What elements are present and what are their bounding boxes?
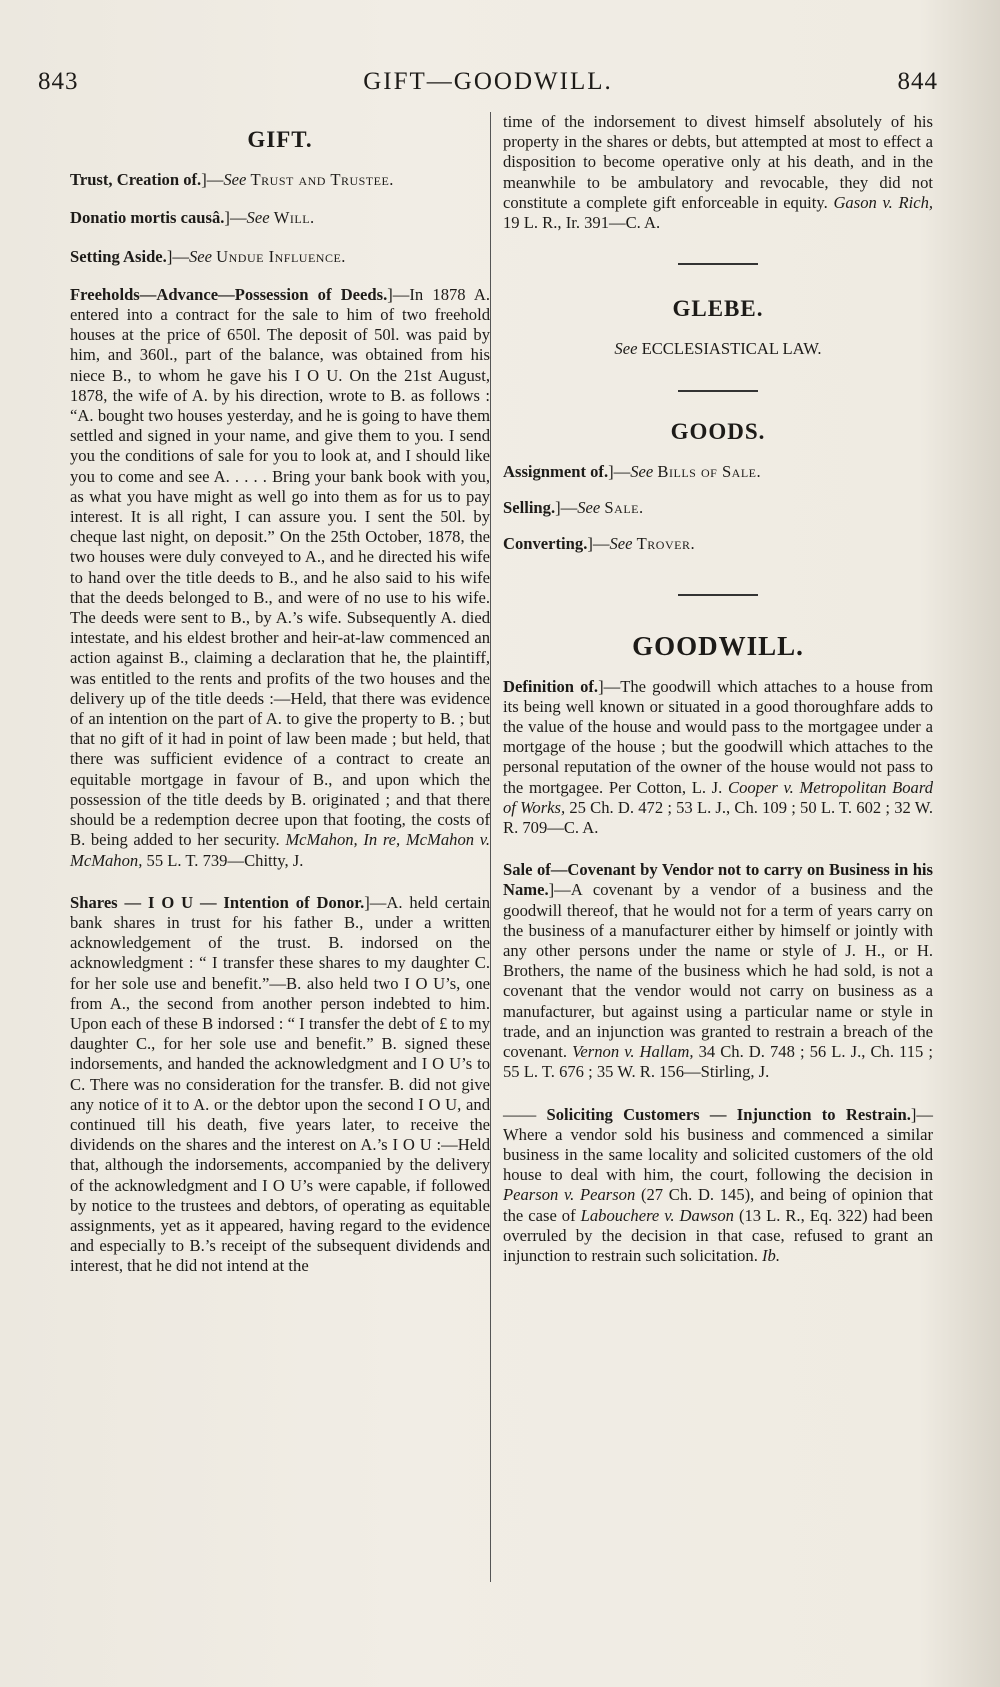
entry-body: In 1878 A. entered into a contract for the sale to him of two freehold houses at the price of 650l. The deposit of 50l. was paid by him, and 360l., part of the balance, was obtained from his niece B., to whom he gave his I O U. On the 21st August, 1878, the wife of A. by his direction, wrote to B. as follows : “A. bought two houses yesterday, and he is going to have them settled and signed in your name, and give them to you. I send you the conditions of sale for you to look at, and I should like you to come and see A. . . . . Bring your bank book with you, as what you have might as well go into them as for us to pay interest. It is all right, I can assure you. I sent the 50l. by cheque last night, on deposit.” On the 25th October, 1878, the two houses were duly conveyed to A., and he directed his wife to hand over the title deeds to B., and he also said to his wife that the deeds belonged to B., and were of no use to his wife. The deeds were sent to B., by A.’s wife. Subsequently A. died intestate, and his eldest brother and heir-at-law commenced an action against B., claiming a declaration that he, the plaintiff, was entitled to the rents and profits of the two houses and the delivery up of the title deeds :—Held, that there was evidence of an intention on the part of A. to give the property to B. ; but that no gift of it had in point of law been made ; but held, that there was sufficient evidence of a contract to create an equitable mortgage in favour of B., and upon which the possession of the title deeds by B. originated ; and that there should be a redemption decree upon that footing, the costs of B. being added to her security.	[70, 284, 490, 850]
see-word: See	[577, 498, 601, 518]
page-number-right: 844	[897, 68, 938, 95]
entry-lead: Selling.	[503, 498, 556, 518]
entry-lead: Converting.	[503, 534, 588, 554]
ditto-dash: ——	[503, 1104, 537, 1124]
entry-freeholds: Freeholds—Advance—Possession of Deeds.]—In 1878 A. entered into a contract for the sale to him of two freehold houses at the price of 650l. The deposit of 50l. was paid by him, and 360l., part of the balance, was obtained from his niece B., to whom he gave his I O U. On the 21st August, 1878, the wife of A. by his direction, wrote to B. as follows : “A. bought two houses yesterday, and he is going to have them settled and signed in your name, and give them to you. I send you the conditions of sale for you to look at, and I should like you to come and see A. . . . . Bring your bank book with you, as what you have might as well go into them as for us to pay interest. It is all right, I can assure you. I sent the 50l. by cheque last night, on deposit.” On the 25th October, 1878, the two houses were duly conveyed to A., and he directed his wife to hand over the title deeds to B., and he also said to his wife that the deeds belonged to B., and were of no use to his wife. The deeds were sent to B., by A.’s wife. Subsequently A. died intestate, and his eldest brother and heir-at-law commenced an action against B., claiming a declaration that he, the plaintiff, was entitled to the rents and profits of the two houses and the delivery up of the title deeds :—Held, that there was evidence of an intention on the part of A. to give the property to B. ; but that no gift of it had in point of law been made ; but held, that there was sufficient evidence of a contract to create an equitable mortgage in favour of B., and upon which the possession of the title deeds by B. originated ; and that there should be a redemption decree upon that footing, the costs of B. being added to her security. McMahon, In re, McMahon v. McMahon, 55 L. T. 739—Chitty, J.	[70, 284, 490, 870]
entry-trust: Trust, Creation of.]—See Trust and Trustee.	[70, 170, 394, 190]
entry-lead: Freeholds—Advance—Possession of Deeds.	[70, 284, 388, 304]
case-citation: Cooper v. Metropolitan Board of Works,	[503, 777, 933, 817]
entry-body: A. held certain bank shares in trust for his father B., under a written acknowledgement of the trust. B. indorsed on the acknowledgment : “ I transfer these shares to my daughter C. for her sole use and benefit.”—B. also held two I O U’s, one from A., the second from another person indebted to him. Upon each of these B indorsed : “ I transfer the debt of £ to my daughter C., for her sole use and benefit.” B. signed these indorsements, and handed the acknowledgment and I O U’s to C. There was no consideration for the transfer. B. did not give any notice of it to A. or the debtor upon the second I O U, and continued till his death, five years later, to receive the dividends on the shares and the interest on A.’s I O U :—Held that, although the indorsements, accompanied by the delivery of the acknowledgment and I O U’s were capable, if followed by notice to the trustees and debtors, of operating as equitable assignments, yet as it appeared, having regard to the evidence and especially to B.’s receipt of the subsequent dividends and interest, that he did not intend at the	[70, 892, 490, 1276]
citation-reference: 55 L. T. 739—Chitty, J.	[146, 850, 304, 870]
cross-reference: Sale.	[604, 498, 644, 518]
see-word: See	[223, 170, 247, 190]
entry-lead: Assignment of.	[503, 461, 609, 481]
citation-reference: 19 L. R., Ir. 391—C. A.	[503, 213, 661, 233]
entry-body: time of the indorsement to divest himself absolutely of his property in the shares or debts, but attempted at most to effect a disposition to become operative only at his death, and in the meanwhile to be ambulatory and revocable, they did not constitute a complete gift enforceable in equity.	[503, 112, 933, 212]
see-word: See	[188, 246, 212, 266]
page-number-left: 843	[38, 68, 79, 95]
glebe-reference	[503, 339, 933, 359]
running-title: GIFT—GOODWILL.	[363, 68, 613, 95]
entry-donatio: Donatio mortis causâ.]—See Will.	[70, 208, 315, 228]
entry-body: Where a vendor sold his business and commenced a similar business in the same locality and solicited customers of the old house to deal with him, the court, following the decision in	[503, 1124, 933, 1185]
case-citation: Vernon v. Hallam,	[572, 1042, 694, 1062]
heading-glebe: GLEBE.	[672, 296, 764, 322]
see-word: See	[609, 534, 633, 554]
citation-reference: 25 Ch. D. 472 ; 53 L. J., Ch. 109 ; 50 L. T. 602 ; 32 W. R. 709—C. A.	[503, 797, 933, 838]
entry-soliciting: —— Soliciting Customers — Injunction to Restrain.]—Where a vendor sold his business and commenced a similar business in the same locality and solicited customers of the old house to deal with him, the court, following the decision in Pearson v. Pearson (27 Ch. D. 145), and being of opinion that the case of Labouchere v. Dawson (13 L. R., Eq. 322) had been overruled by the decision in that case, refused to grant an injunction to restrain such solicitation. Ib.	[503, 1104, 933, 1265]
entry-shares: Shares — I O U — Intention of Donor.]—A. held certain bank shares in trust for his father B., under a written acknowledgement of the trust. B. indorsed on the acknowledgment : “ I transfer these shares to my daughter C. for her sole use and benefit.”—B. also held two I O U’s, one from A., the second from another person indebted to him. Upon each of these B indorsed : “ I transfer the debt of £ to my daughter C., for her sole use and benefit.” B. signed these indorsements, and handed the acknowledgment and I O U’s to C. There was no consideration for the transfer. B. did not give any notice of it to A. or the debtor upon the second I O U, and continued till his death, five years later, to receive the dividends on the shares and the interest on A.’s I O U :—Held that, although the indorsements, accompanied by the delivery of the acknowledgment and I O U’s were capable, if followed by notice to the trustees and debtors, of operating as equitable assignments, yet as it appeared, having regard to the evidence and especially to B.’s receipt of the subsequent dividends and interest, that he did not intend at the	[70, 892, 490, 1276]
entry-lead: Donatio mortis causâ.	[70, 208, 225, 228]
heading-goods: GOODS.	[670, 418, 766, 444]
entry-assignment: Assignment of.]—See Bills of Sale.	[503, 461, 762, 481]
entry-continuation	[503, 112, 933, 233]
entry-selling: Selling.]—See Sale.	[503, 498, 644, 518]
entry-setting-aside: Setting Aside.]—See Undue Influence.	[70, 246, 346, 266]
case-citation: McMahon, In re, McMahon v. McMahon,	[70, 830, 490, 870]
entry-lead: Trust, Creation of.	[70, 170, 202, 190]
section-rule	[678, 390, 758, 392]
heading-gift: GIFT.	[247, 127, 313, 152]
see-word: See	[630, 461, 654, 481]
cross-reference: Will.	[273, 208, 315, 228]
citation-reference: 34 Ch. D. 748 ; 56 L. J., Ch. 115 ; 55 L. T. 676 ; 35 W. R. 156—Stirling, J.	[503, 1042, 933, 1082]
cross-reference: Undue Influence.	[216, 246, 346, 266]
running-header	[38, 68, 938, 108]
ibid-reference: Ib.	[762, 1245, 780, 1265]
left-column	[70, 112, 490, 1289]
cross-reference: Bills of Sale.	[657, 461, 762, 481]
see-word: See	[246, 208, 270, 228]
section-rule	[678, 594, 758, 596]
entry-body: (27 Ch. D. 145), and being of opinion that the case of	[503, 1185, 933, 1225]
case-citation: Labouchere v. Dawson	[580, 1205, 734, 1225]
entry-body: A covenant by a vendor of a business and the goodwill thereof, that he would not for a term of years carry on the business of a manufacturer either by himself or jointly with any other persons under the name or style of J. H., or H. Brothers, the name of the business which he had sold, is not a covenant that the vendor would not carry on business as a manufacturer, but against using a particular name or style in trade, and an injunction was granted to restrain a breach of the covenant.	[503, 880, 933, 1062]
entry-converting: Converting.]—See Trover.	[503, 534, 696, 554]
case-citation: Pearson v. Pearson	[503, 1185, 636, 1205]
column-divider	[490, 112, 491, 1582]
entry-definition: Definition of.]—The goodwill which attaches to a house from its being well known or situated in a good thoroughfare adds to the value of the house and would pass to the mortgagee under a mortgage of the house ; but the goodwill which attaches to the personal reputation of the owner of the house would not pass to the mortgagee. Per Cotton, L. J. Cooper v. Metropolitan Board of Works, 25 Ch. D. 472 ; 53 L. J., Ch. 109 ; 50 L. T. 602 ; 32 W. R. 709—C. A.	[503, 676, 933, 838]
entry-lead: Soliciting Customers — Injunction to Restrain.	[546, 1104, 911, 1124]
entry-sale-covenant: Sale of—Covenant by Vendor not to carry on Business in his Name.]—A covenant by a vendor of a business and the goodwill thereof, that he would not for a term of years carry on the business of a manufacturer either by himself or jointly with any other persons under the name or style of J. H., or H. Brothers, the name of the business which he had sold, is not a covenant that the vendor would not carry on business as a manufacturer, but against using a particular name or style in trade, and an injunction was granted to restrain a breach of the covenant. Vernon v. Hallam, 34 Ch. D. 748 ; 56 L. J., Ch. 115 ; 55 L. T. 676 ; 35 W. R. 156—Stirling, J.	[503, 860, 933, 1082]
cross-reference: ECCLESIASTICAL LAW.	[641, 339, 822, 359]
entry-body: The goodwill which attaches to a house from its being well known or situated in a good thoroughfare adds to the value of the house and would pass to the mortgagee under a mortgage of the house ; but the goodwill which attaches to the personal reputation of the owner of the house would not pass to the mortgagee. Per Cotton, L. J.	[503, 676, 933, 797]
entry-lead: Setting Aside.	[70, 246, 167, 266]
entry-lead: Shares — I O U — Intention of Donor.	[70, 892, 365, 912]
right-column	[503, 112, 933, 1278]
entry-body: (13 L. R., Eq. 322) had been overruled by the decision in that case, refused to grant an injunction to restrain such solicitation.	[503, 1205, 933, 1265]
entry-lead: Definition of.	[503, 676, 599, 696]
cross-reference: Trover.	[636, 534, 696, 554]
heading-goodwill: GOODWILL.	[632, 631, 804, 662]
case-citation: Gason v. Rich,	[833, 192, 934, 212]
see-word: See	[614, 339, 638, 359]
section-rule	[678, 263, 758, 265]
cross-reference: Trust and Trustee.	[250, 170, 394, 190]
entry-lead: Sale of—Covenant by Vendor not to carry on Business in his Name.	[503, 860, 933, 900]
